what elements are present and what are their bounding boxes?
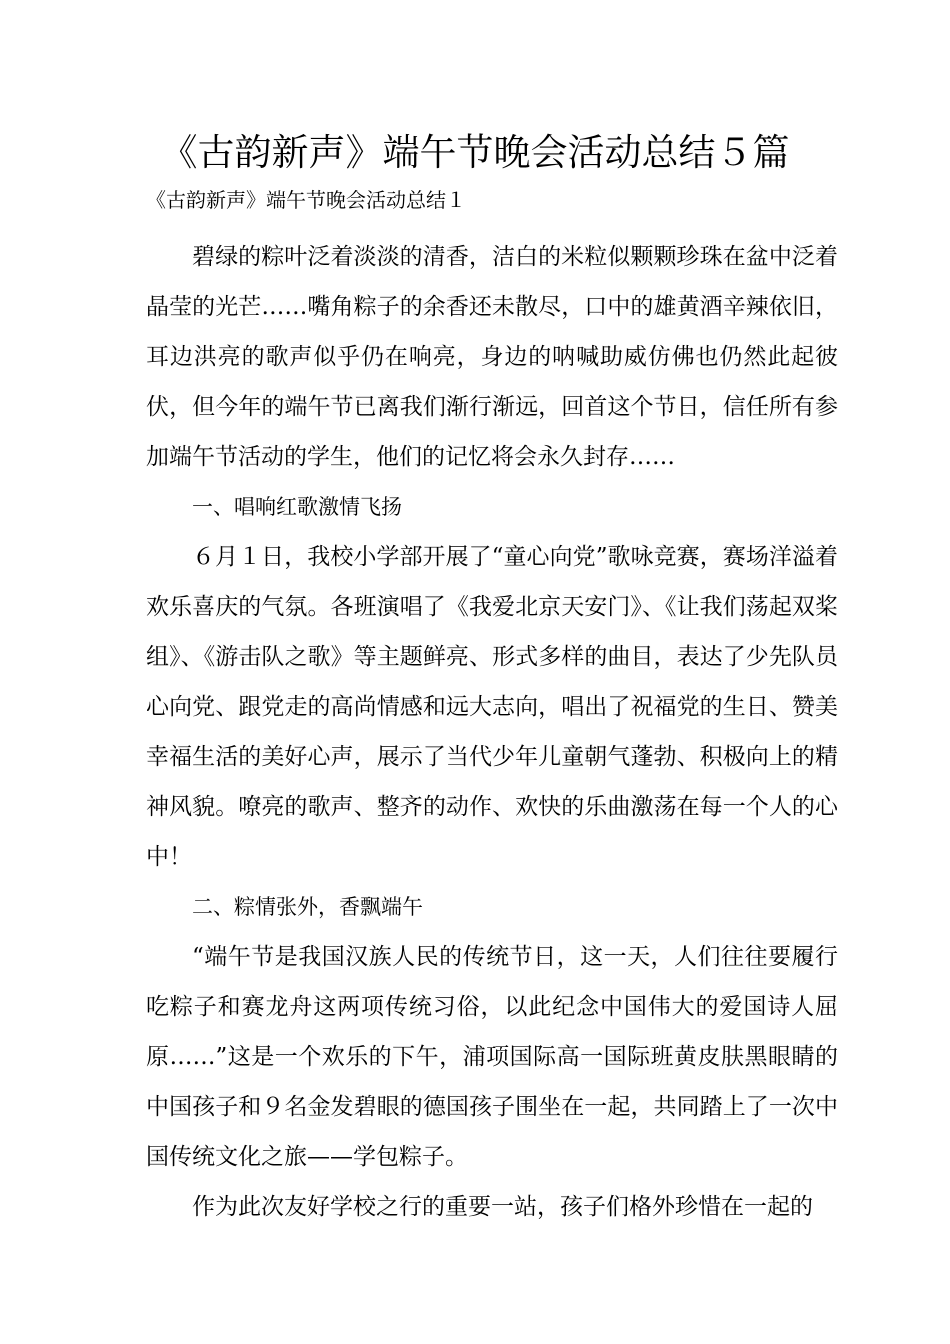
paragraph-section-2-continued: 作为此次友好学校之行的重要一站，孩子们格外珍惜在一起的 — [192, 1194, 813, 1220]
document-body — [146, 232, 838, 1232]
paragraph-section-2: “端午节是我国汉族人民的传统节日，这一天，人们往往要履行吃粽子和赛龙舟这两项传统习俗，以此纪念中国伟大的爱国诗人屈原……”这是一个欢乐的下午，浦项国际高一国际班黄皮肤黑眼睛的中国孩子和９名金发碧眼的德国孩子围坐在一起，共同踏上了一次中国传统文化之旅——学包粽子。 — [146, 944, 838, 1170]
section-heading-1: 一、唱响红歌激情飞扬 — [192, 495, 402, 519]
paragraph-intro: 碧绿的粽叶泛着淡淡的清香，洁白的米粒似颗颗珍珠在盆中泛着晶莹的光芒……嘴角粽子的余香还未散尽，口中的雄黄酒辛辣依旧，耳边洪亮的歌声似乎仍在响亮，身边的呐喊助威仿佛也仍然此起彼伏，但今年的端午节已离我们渐行渐远，回首这个节日，信任所有参加端午节活动的学生，他们的记忆将会永久封存…… — [146, 244, 838, 470]
section-heading-2: 二、粽情张外，香飘端午 — [192, 895, 423, 919]
document-subtitle: 《古韵新声》端午节晚会活动总结１ — [146, 188, 466, 212]
document-title: 《古韵新声》端午节晚会活动总结５篇 — [160, 131, 790, 174]
paragraph-section-1: ６月１日，我校小学部开展了“童心向党”歌咏竞赛，赛场洋溢着欢乐喜庆的气氛。各班演唱了《我爱北京天安门》、《让我们荡起双桨组》、《游击队之歌》等主题鲜亮、形式多样的曲目，表达了少先队员心向党、跟党走的高尚情感和远大志向，唱出了祝福党的生日、赞美幸福生活的美好心声，展示了当代少年儿童朝气蓬勃、积极向上的精神风貌。嘹亮的歌声、整齐的动作、欢快的乐曲激荡在每一个人的心中！ — [146, 544, 838, 870]
